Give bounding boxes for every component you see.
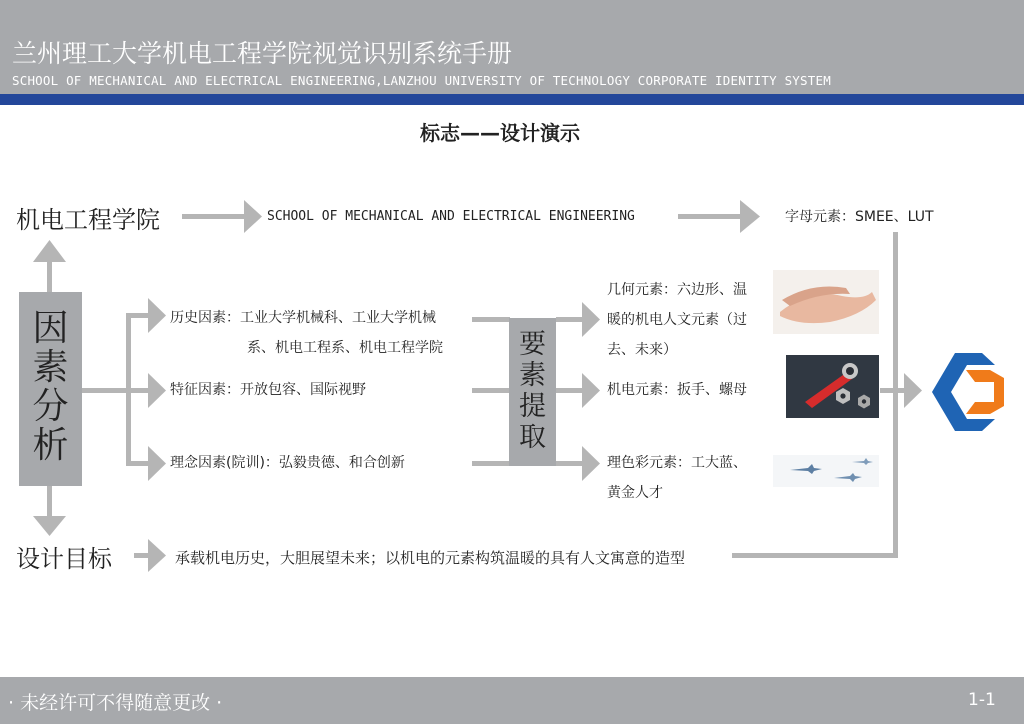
connector-feature-extract [472,388,510,393]
connector-extract-geometry [556,317,586,322]
arrow-history [148,298,166,333]
design-goal-text: 承载机电历史，大胆展望未来；以机电的元素构筑温暖的具有人文寓意的造型 [175,549,686,567]
planes-image [773,455,879,487]
element-extraction-char: 素 [519,360,546,391]
arrow-goal [148,539,166,572]
school-logo [932,353,1004,431]
page-number: 1-1 [968,690,996,710]
arrow-factor-down [33,516,66,536]
history-factor-line2: 系、机电工程系、机电工程学院 [247,340,443,356]
concept-factor: 理念因素(院训)：弘毅贵德、和合创新 [170,455,405,471]
footer-note: · 未经许可不得随意更改 · [8,692,223,714]
arrow-english-letters [740,200,760,233]
design-goal-label: 设计目标 [16,545,112,573]
color-element-line1: 理色彩元素：工大蓝、 [607,455,747,471]
arrow-color [582,446,600,481]
element-extraction-box [509,318,556,466]
history-factor-line1: 历史因素：工业大学机械科、工业大学机械 [170,310,436,326]
header-subtitle: SCHOOL OF MECHANICAL AND ELECTRICAL ENGINEERING,LANZHOU UNIVERSITY OF TECHNOLOGY CORPORATE IDENTITY SYSTEM [12,73,831,88]
letter-elements: 字母元素：SMEE、LUT [785,209,934,225]
geometry-element-line3: 去、未来） [607,342,677,358]
hands-image [773,270,879,334]
page-title: 标志——设计演示 [420,121,580,145]
geometry-element-line1: 几何元素：六边形、温 [607,282,747,298]
arrow-mech [582,373,600,408]
factor-analysis-box [19,292,82,486]
connector-goal-bus [732,553,898,558]
arrow-concept [148,446,166,481]
element-extraction-char: 提 [519,391,546,422]
connector-to-logo [880,388,906,393]
geometry-element-line2: 暖的机电人文元素（过 [607,312,747,328]
connector-history-extract [472,317,510,322]
factor-analysis-char: 分 [32,386,69,427]
mech-element: 机电元素：扳手、螺母 [607,382,747,398]
element-extraction-char: 要 [519,329,546,360]
connector-concept-extract [472,461,510,466]
arrow-geometry [582,302,600,337]
connector-right-bus [893,232,898,558]
school-name: 机电工程学院 [16,206,160,234]
connector-factor-down [47,486,52,520]
arrow-school-english [244,200,262,233]
factor-analysis-char: 析 [32,425,69,466]
factor-analysis-char: 因 [32,308,69,349]
feature-factor: 特征因素：开放包容、国际视野 [170,382,366,398]
header-title: 兰州理工大学机电工程学院视觉识别系统手册 [12,39,513,68]
connector-extract-mech [556,388,586,393]
school-english-name: SCHOOL OF MECHANICAL AND ELECTRICAL ENGINEERING [267,209,635,224]
connector-factor-up [47,258,52,292]
color-element-line2: 黄金人才 [607,485,663,501]
wrench-nut-image [786,355,879,418]
arrow-factor-up [33,240,66,262]
arrow-feature [148,373,166,408]
connector-factor-branch [82,388,128,393]
factor-analysis-char: 素 [32,347,69,388]
connector-school-english [182,214,247,219]
connector-english-letters [678,214,743,219]
connector-extract-color [556,461,586,466]
arrow-logo [904,373,922,408]
element-extraction-char: 取 [519,422,546,453]
